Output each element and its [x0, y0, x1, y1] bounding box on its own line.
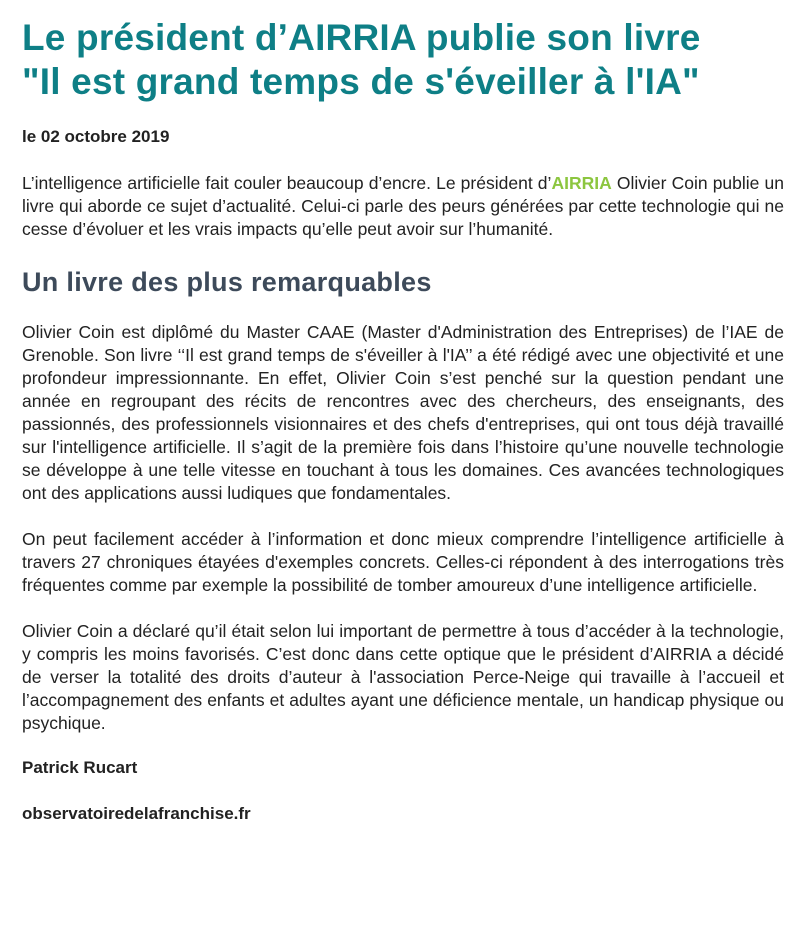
brand-highlight: AIRRIA [551, 173, 612, 193]
author-name: Patrick Rucart [22, 758, 138, 777]
body-paragraph-2: On peut facilement accéder à l’information et donc mieux comprendre l’intelligence artificielle à travers 27 chroniques étayées d'exemples concrets. Celles-ci répondent à des interrogations très fréquentes comme par exemple la possibilité de tomber amoureux d’une intelligence artificielle. [22, 529, 784, 595]
body-paragraph-3: Olivier Coin a déclaré qu’il était selon lui important de permettre à tous d’accéder à la technologie, y compris les moins favorisés. C’est donc dans cette optique que le président d’AIRRIA a décidé de verser la totalité des droits d’auteur à l'association Perce-Neige qui travaille à l’accueil et l’accompagnement des enfants et adultes ayant une déficience mentale, un handicap physique ou psychique. [22, 621, 784, 733]
body-paragraph-1: Olivier Coin est diplômé du Master CAAE (Master d'Administration des Entreprises) de l’IAE de Grenoble. Son livre ‘‘Il est grand temps de s'éveiller à l'IA’’ a été rédigé avec une objectivité et une profondeur impressionnante. En effet, Olivier Coin s’est penché sur la question pendant une année en regroupant des récits de rencontres avec des chercheurs, des enseignants, des passionnés, des professionnels visionnaires et des chefs d'entreprises, qui ont tous déjà travaillé sur l'intelligence artificielle. Il s’agit de la première fois dans l’histoire qu’une nouvelle technologie se développe à une telle vitesse en touchant à tous les domaines. Ces avancées technologiques ont des applications aussi ludiques que fondamentales. [22, 322, 784, 503]
section-heading: Un livre des plus remarquables [22, 267, 432, 297]
article-title-line-2: "Il est grand temps de s'éveiller à l'IA" [22, 61, 700, 102]
article-title [22, 16, 784, 104]
intro-paragraph [22, 172, 784, 241]
source-site: observatoiredelafranchise.fr [22, 804, 251, 823]
intro-text-before: L’intelligence artificielle fait couler beaucoup d’encre. Le président d’ [22, 173, 552, 193]
article-date: le 02 octobre 2019 [22, 127, 170, 146]
intro-text-after: Olivier Coin publie un livre qui aborde ce sujet d’actualité. Celui-ci parle des peurs générées par cette technologie qui ne cesse d’évoluer et les vrais impacts qu’elle peut avoir sur l’humanité. [22, 173, 784, 239]
article-title-line-1: Le président d’AIRRIA publie son livre [22, 17, 701, 58]
